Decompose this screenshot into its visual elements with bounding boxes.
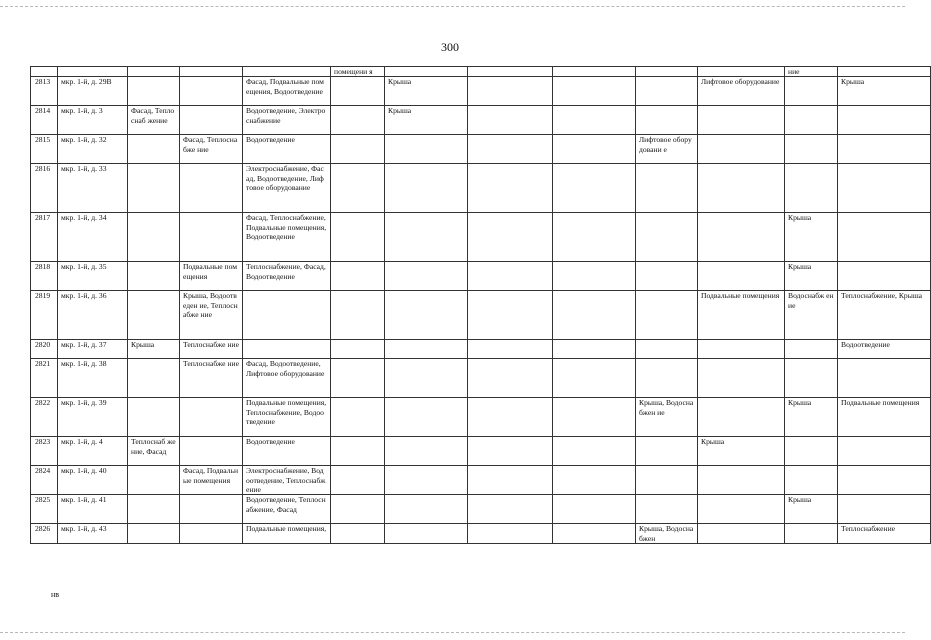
address-cell: мкр. 1-й, д. 3	[58, 106, 128, 135]
table-row	[31, 291, 931, 340]
table-row	[31, 77, 931, 106]
work-cell	[385, 466, 468, 495]
work-cell	[553, 135, 636, 164]
work-cell	[331, 524, 385, 544]
work-cell	[698, 495, 785, 524]
work-cell	[331, 437, 385, 466]
row-number-cell: 2821	[31, 359, 58, 398]
header-cell	[838, 67, 931, 77]
work-cell: Водоснабж ение	[785, 291, 838, 340]
work-cell	[636, 340, 698, 359]
work-cell	[785, 164, 838, 213]
work-cell: Теплоснабжение	[838, 524, 931, 544]
table-header-row	[31, 67, 931, 77]
work-cell	[553, 437, 636, 466]
header-cell	[385, 67, 468, 77]
work-cell: Крыша	[838, 77, 931, 106]
work-cell	[331, 340, 385, 359]
work-cell	[838, 135, 931, 164]
work-cell	[636, 164, 698, 213]
work-cell	[468, 466, 553, 495]
work-cell	[468, 164, 553, 213]
work-cell	[553, 340, 636, 359]
work-cell	[385, 524, 468, 544]
work-cell	[838, 437, 931, 466]
work-cell	[180, 437, 243, 466]
address-cell: мкр. 1-й, д. 37	[58, 340, 128, 359]
header-cell	[180, 67, 243, 77]
page-number: 300	[441, 40, 459, 54]
work-cell: Электроснабжение, Фасад, Водоотведение, Лифтовое оборудование	[243, 164, 331, 213]
work-cell	[128, 398, 180, 437]
work-cell: Крыша	[385, 106, 468, 135]
work-cell	[468, 77, 553, 106]
work-cell: Подвальные помещения	[698, 291, 785, 340]
table-row	[31, 213, 931, 262]
work-cell: Крыша	[785, 398, 838, 437]
work-cell: Крыша, Водоотведен ие, Теплоснабже ние	[180, 291, 243, 340]
work-cell	[698, 262, 785, 291]
work-cell	[838, 466, 931, 495]
address-cell: мкр. 1-й, д. 34	[58, 213, 128, 262]
row-number-cell: 2824	[31, 466, 58, 495]
address-cell: мкр. 1-й, д. 41	[58, 495, 128, 524]
work-cell	[838, 106, 931, 135]
work-cell	[128, 359, 180, 398]
work-cell	[331, 291, 385, 340]
work-cell	[636, 291, 698, 340]
row-number-cell: 2818	[31, 262, 58, 291]
work-cell	[331, 164, 385, 213]
work-cell	[636, 77, 698, 106]
work-cell	[838, 164, 931, 213]
table-row	[31, 495, 931, 524]
work-cell	[785, 135, 838, 164]
work-cell	[128, 466, 180, 495]
work-cell	[128, 495, 180, 524]
row-number-cell: 2822	[31, 398, 58, 437]
work-cell: Теплоснабже ние	[180, 359, 243, 398]
work-cell	[180, 77, 243, 106]
header-cell	[698, 67, 785, 77]
address-cell: мкр. 1-й, д. 43	[58, 524, 128, 544]
work-cell	[698, 135, 785, 164]
work-cell: Электроснабжение, Водоотведение, Теплоснабжение	[243, 466, 331, 495]
row-number-cell: 2815	[31, 135, 58, 164]
row-number-cell: 2819	[31, 291, 58, 340]
address-cell: мкр. 1-й, д. 35	[58, 262, 128, 291]
work-cell: Крыша	[698, 437, 785, 466]
work-cell	[128, 262, 180, 291]
header-cell	[58, 67, 128, 77]
work-cell	[385, 437, 468, 466]
work-cell: Крыша	[785, 495, 838, 524]
table-row	[31, 466, 931, 495]
work-cell: Подвальные помещения	[180, 262, 243, 291]
work-cell	[468, 213, 553, 262]
row-number-cell: 2820	[31, 340, 58, 359]
work-cell	[180, 106, 243, 135]
work-cell	[838, 359, 931, 398]
address-cell: мкр. 1-й, д. 36	[58, 291, 128, 340]
header-cell	[468, 67, 553, 77]
header-cell	[128, 67, 180, 77]
work-cell	[385, 398, 468, 437]
address-cell: мкр. 1-й, д. 29В	[58, 77, 128, 106]
work-cell	[385, 262, 468, 291]
work-cell	[128, 77, 180, 106]
address-cell: мкр. 1-й, д. 32	[58, 135, 128, 164]
work-cell	[838, 495, 931, 524]
work-cell: Водоотведение	[243, 135, 331, 164]
work-cell: Подвальные помещения,	[243, 524, 331, 544]
work-cell: Фасад, Подвальные помещения	[180, 466, 243, 495]
work-cell	[636, 495, 698, 524]
address-cell: мкр. 1-й, д. 39	[58, 398, 128, 437]
work-cell	[553, 164, 636, 213]
table-row	[31, 340, 931, 359]
work-cell	[331, 213, 385, 262]
work-cell	[636, 437, 698, 466]
work-cell: Фасад, Водоотведение, Лифтовое оборудование	[243, 359, 331, 398]
work-cell	[128, 164, 180, 213]
table-row	[31, 359, 931, 398]
work-cell: Водоотведение	[243, 437, 331, 466]
work-cell	[385, 340, 468, 359]
work-cell	[468, 437, 553, 466]
work-cell	[785, 437, 838, 466]
work-cell	[331, 106, 385, 135]
work-cell	[698, 340, 785, 359]
work-cell	[331, 359, 385, 398]
work-cell	[180, 164, 243, 213]
work-cell	[128, 524, 180, 544]
work-cell	[128, 291, 180, 340]
work-cell	[180, 213, 243, 262]
work-cell	[553, 398, 636, 437]
header-cell	[636, 67, 698, 77]
work-cell	[698, 164, 785, 213]
work-cell: Фасад, Теплоснабже ние	[180, 135, 243, 164]
work-cell	[385, 164, 468, 213]
work-cell: Лифтовое оборудовани е	[636, 135, 698, 164]
work-cell	[698, 398, 785, 437]
work-cell: Теплоснабжение, Фасад, Водоотведение	[243, 262, 331, 291]
work-cell: Водоотведение	[838, 340, 931, 359]
work-cell	[468, 291, 553, 340]
work-cell	[698, 524, 785, 544]
table-row	[31, 262, 931, 291]
work-cell	[636, 213, 698, 262]
work-cell	[331, 262, 385, 291]
work-cell	[243, 291, 331, 340]
work-cell	[385, 359, 468, 398]
work-cell	[331, 77, 385, 106]
footer-mark: нв	[51, 590, 60, 599]
work-cell	[468, 135, 553, 164]
address-cell: мкр. 1-й, д. 33	[58, 164, 128, 213]
work-cell	[636, 106, 698, 135]
row-number-cell: 2817	[31, 213, 58, 262]
work-cell	[785, 340, 838, 359]
work-cell	[785, 106, 838, 135]
scan-top-edge	[0, 0, 905, 7]
work-cell: Крыша	[785, 213, 838, 262]
header-cell	[553, 67, 636, 77]
work-cell	[698, 213, 785, 262]
work-cell	[785, 77, 838, 106]
work-cell	[385, 495, 468, 524]
work-cell: Водоотведение, Теплоснабжение, Фасад	[243, 495, 331, 524]
work-cell	[331, 495, 385, 524]
work-cell	[553, 106, 636, 135]
work-cell	[385, 135, 468, 164]
work-cell: Крыша, Водоснабжен ие	[636, 398, 698, 437]
work-cell	[468, 106, 553, 135]
work-cell	[838, 262, 931, 291]
row-number-cell: 2816	[31, 164, 58, 213]
work-cell	[636, 359, 698, 398]
scan-bottom-edge	[0, 632, 905, 639]
header-cell	[31, 67, 58, 77]
work-cell: Лифтовое оборудование	[698, 77, 785, 106]
work-cell	[331, 135, 385, 164]
work-cell: Фасад, Теплоснаб жение	[128, 106, 180, 135]
work-cell	[553, 359, 636, 398]
work-cell	[468, 262, 553, 291]
table-row	[31, 106, 931, 135]
work-cell	[553, 77, 636, 106]
work-cell	[698, 106, 785, 135]
work-cell	[636, 262, 698, 291]
work-cell	[468, 524, 553, 544]
work-cell	[468, 495, 553, 524]
work-cell	[553, 213, 636, 262]
work-cell: Крыша	[128, 340, 180, 359]
work-cell	[553, 291, 636, 340]
address-cell: мкр. 1-й, д. 4	[58, 437, 128, 466]
work-cell	[180, 524, 243, 544]
work-cell	[128, 135, 180, 164]
work-cell	[553, 262, 636, 291]
work-cell	[243, 340, 331, 359]
work-cell	[785, 359, 838, 398]
table-row	[31, 524, 931, 544]
row-number-cell: 2825	[31, 495, 58, 524]
work-cell: Подвальные помещения, Теплоснабжение, Водоотведение	[243, 398, 331, 437]
work-cell	[331, 466, 385, 495]
row-number-cell: 2814	[31, 106, 58, 135]
repair-schedule-table	[30, 66, 931, 544]
work-cell	[838, 213, 931, 262]
work-cell	[385, 291, 468, 340]
work-cell: Фасад, Теплоснабжение, Подвальные помещения, Водоотведение	[243, 213, 331, 262]
work-cell: Крыша, Водоснабжен	[636, 524, 698, 544]
table-row	[31, 398, 931, 437]
row-number-cell: 2826	[31, 524, 58, 544]
work-cell	[468, 398, 553, 437]
work-cell	[468, 359, 553, 398]
work-cell	[128, 213, 180, 262]
work-cell	[636, 466, 698, 495]
work-cell: Теплоснаб жение, Фасад	[128, 437, 180, 466]
work-cell	[553, 466, 636, 495]
work-cell	[698, 359, 785, 398]
work-cell: Водоотведение, Электроснабжение	[243, 106, 331, 135]
work-cell	[698, 466, 785, 495]
header-cell: помещени я	[331, 67, 385, 77]
header-cell	[243, 67, 331, 77]
work-cell	[785, 524, 838, 544]
work-cell: Фасад, Подвальные помещения, Водоотведение	[243, 77, 331, 106]
address-cell: мкр. 1-й, д. 40	[58, 466, 128, 495]
row-number-cell: 2823	[31, 437, 58, 466]
work-cell: Теплоснабже ние	[180, 340, 243, 359]
work-cell	[180, 495, 243, 524]
work-cell: Теплоснабжение, Крыша	[838, 291, 931, 340]
work-cell	[385, 213, 468, 262]
header-cell: ние	[785, 67, 838, 77]
address-cell: мкр. 1-й, д. 38	[58, 359, 128, 398]
work-cell: Крыша	[785, 262, 838, 291]
work-cell: Крыша	[385, 77, 468, 106]
work-cell: Подвальные помещения	[838, 398, 931, 437]
work-cell	[553, 524, 636, 544]
table-row	[31, 164, 931, 213]
work-cell	[785, 466, 838, 495]
work-cell	[553, 495, 636, 524]
work-cell	[468, 340, 553, 359]
table-row	[31, 437, 931, 466]
table-row	[31, 135, 931, 164]
row-number-cell: 2813	[31, 77, 58, 106]
work-cell	[180, 398, 243, 437]
work-cell	[331, 398, 385, 437]
